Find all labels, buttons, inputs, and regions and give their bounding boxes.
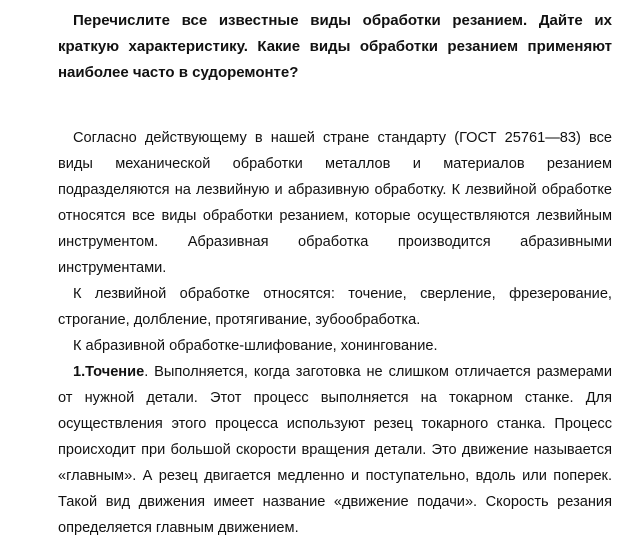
paragraph-abrasive-machining: К абразивной обработке-шлифование, хонингование. xyxy=(73,338,438,354)
question-heading: Перечислите все известные виды обработки резанием. Дайте их краткую характеристику. Какие виды обработки резанием применяют наиболее часто в судоремонте? xyxy=(58,12,612,81)
spacer xyxy=(58,86,612,125)
turning-description: . Выполняется, когда заготовка не слишком отличается размерами от нужной детали. Этот процесс выполняется на токарном станке. Для осуществления этого процесса используют резец токарного станка. Процесс происходит при большой скорости вращения детали. Это движение называется «главным». А резец двигается медленно и поступательно, вдоль или поперек. Такой вид движения имеет название «движение подачи». Скорость резания определяется главным движением. xyxy=(58,364,612,536)
paragraph-turning xyxy=(58,359,612,541)
paragraph-standard-classification: Согласно действующему в нашей стране стандарту (ГОСТ 25761—83) все виды механической обработки металлов и материалов резанием подразделяются на лезвийную и абразивную обработку. К лезвийной обработке относятся все виды обработки резанием, которые осуществляются лезвийным инструментом. Абразивная обработка производится абразивными инструментами. xyxy=(58,130,612,276)
paragraph-blade-machining: К лезвийной обработке относятся: точение, сверление, фрезерование, строгание, долбление, протягивание, зубообработка. xyxy=(58,286,612,328)
turning-heading: 1.Точение xyxy=(73,364,145,380)
